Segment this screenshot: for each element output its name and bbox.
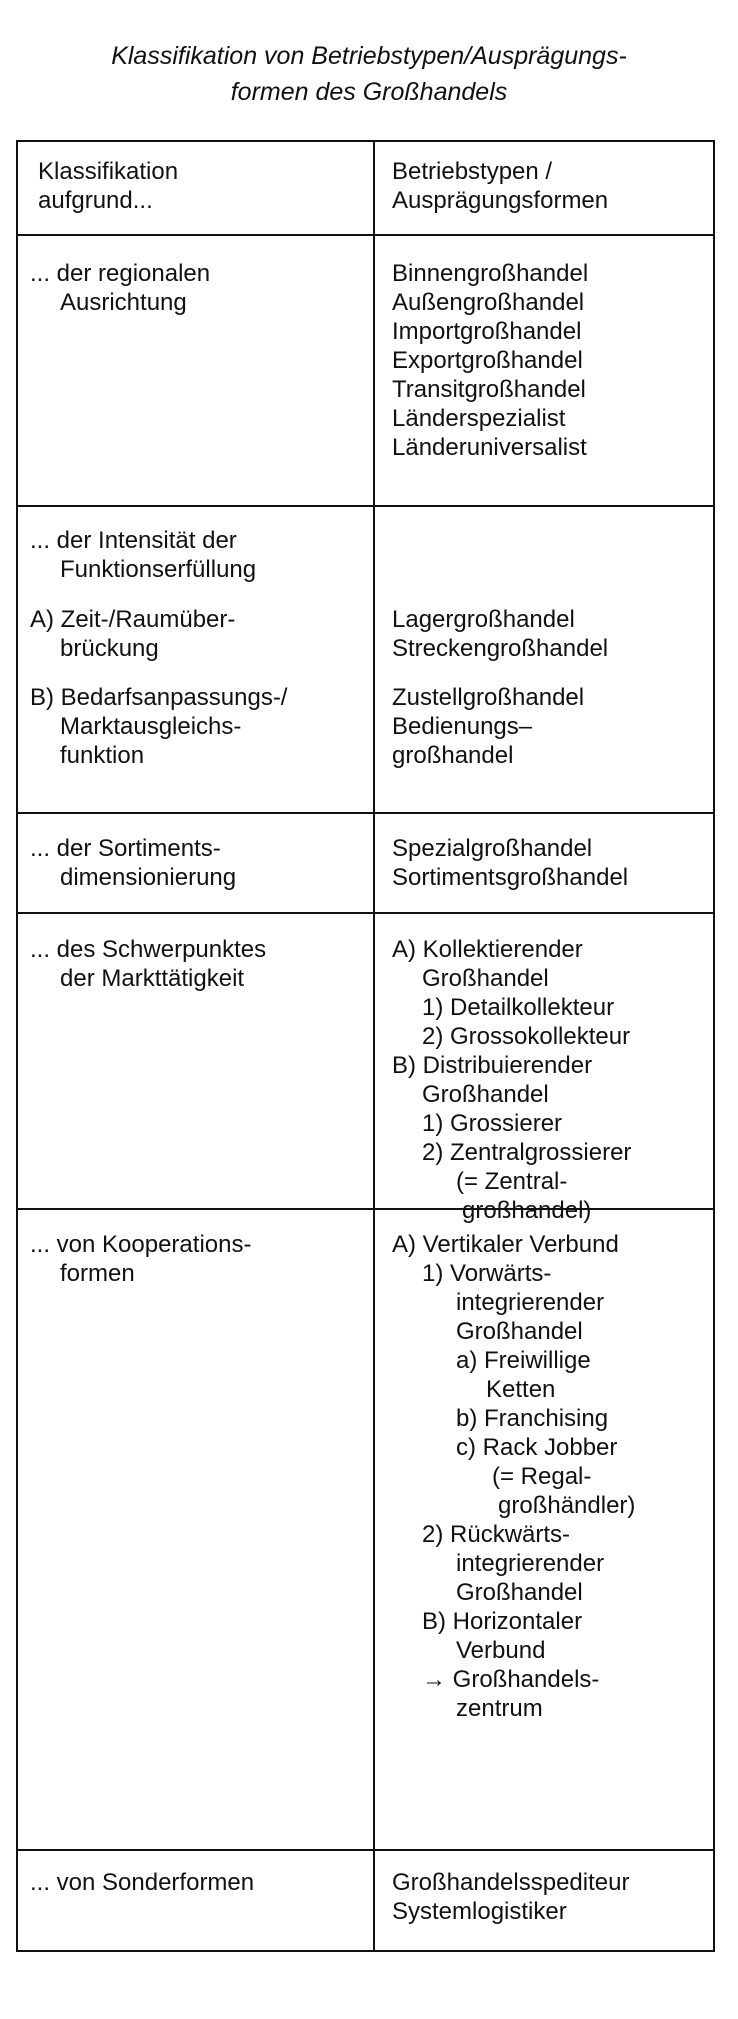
cell-line: Außengroßhandel xyxy=(392,289,585,316)
cell-line: Importgroßhandel xyxy=(392,318,582,345)
cell-line: Länderspezialist xyxy=(392,405,566,432)
row-divider xyxy=(16,1849,715,1851)
cell-line: Marktausgleichs- xyxy=(60,713,242,740)
header-right xyxy=(392,157,608,215)
cell-line: 1) Vorwärts- xyxy=(422,1260,552,1287)
cell-line: B) Distribuierender xyxy=(392,1052,593,1079)
cell-line: Verbund xyxy=(456,1637,546,1664)
cell-line: Funktionserfüllung xyxy=(60,556,257,583)
cell-line: a) Freiwillige xyxy=(456,1347,591,1374)
cell-line: Binnengroßhandel xyxy=(392,260,589,287)
cell-line: Länderuniversalist xyxy=(392,434,587,461)
cell-line: großhandel xyxy=(392,742,514,769)
cell-line: ... des Schwerpunktes xyxy=(30,936,267,963)
cell-line: ... der Intensität der xyxy=(30,527,237,554)
row-market-focus-right xyxy=(392,935,631,1225)
row-market-focus-left xyxy=(30,935,266,993)
cell-line: (= Regal- xyxy=(492,1463,592,1490)
row-intensity-sub-a-right xyxy=(392,605,608,663)
header-left-line: aufgrund... xyxy=(38,187,153,214)
cell-line: ... von Kooperations- xyxy=(30,1231,252,1258)
row-intensity-sub-b-right xyxy=(392,683,584,770)
cell-line: Bedienungs– xyxy=(392,713,533,740)
cell-line: Spezialgroßhandel xyxy=(392,835,593,862)
header-left xyxy=(38,157,178,215)
cell-line: Großhandel xyxy=(456,1318,583,1345)
cell-line: funktion xyxy=(60,742,145,769)
row-divider xyxy=(16,505,715,507)
cell-line: ... der regionalen xyxy=(30,260,211,287)
cell-line: dimensionierung xyxy=(60,864,237,891)
cell-line: großhändler) xyxy=(498,1492,636,1519)
cell-line: Streckengroßhandel xyxy=(392,635,609,662)
cell-line: → Großhandels- xyxy=(422,1666,600,1693)
header-right-line: Ausprägungsformen xyxy=(392,187,609,214)
row-regional-left xyxy=(30,259,210,317)
cell-line: Zustellgroßhandel xyxy=(392,684,585,711)
cell-line: (= Zentral- xyxy=(456,1168,568,1195)
row-special-right xyxy=(392,1868,629,1926)
cell-line: Sortimentsgroßhandel xyxy=(392,864,629,891)
row-divider xyxy=(16,912,715,914)
cell-line: Exportgroßhandel xyxy=(392,347,583,374)
cell-line: zentrum xyxy=(456,1695,543,1722)
row-assortment-right xyxy=(392,834,628,892)
row-intensity-sub-a-left xyxy=(30,605,235,663)
cell-line: B) Bedarfsanpassungs-/ xyxy=(30,684,288,711)
cell-line: Lagergroßhandel xyxy=(392,606,575,633)
header-left-line: Klassifikation xyxy=(38,158,179,185)
cell-line: 2) Grossokollekteur xyxy=(422,1023,631,1050)
cell-line: 1) Grossierer xyxy=(422,1110,563,1137)
cell-line: Ausrichtung xyxy=(60,289,187,316)
cell-line: 1) Detailkollekteur xyxy=(422,994,615,1021)
cell-line: großhandel) xyxy=(462,1197,592,1224)
cell-line: B) Horizontaler xyxy=(422,1608,583,1635)
cell-line: ... von Sonderformen xyxy=(30,1869,255,1896)
cell-line: brückung xyxy=(60,635,159,662)
cell-line: A) Zeit-/Raumüber- xyxy=(30,606,236,633)
cell-line: Großhandel xyxy=(456,1579,583,1606)
header-right-line: Betriebstypen / xyxy=(392,158,553,185)
cell-line: integrierender xyxy=(456,1550,605,1577)
row-cooperation-left xyxy=(30,1230,251,1288)
title-line-2: formen des Großhandels xyxy=(230,78,508,106)
row-regional-right xyxy=(392,259,588,462)
cell-line: ... der Sortiments- xyxy=(30,835,221,862)
row-divider xyxy=(16,234,715,236)
row-special-left xyxy=(30,1868,254,1897)
cell-line: Großhandel xyxy=(422,1081,549,1108)
cell-line: Transitgroßhandel xyxy=(392,376,586,403)
cell-line: formen xyxy=(60,1260,135,1287)
cell-line: Großhandel xyxy=(422,965,549,992)
cell-line: 2) Rückwärts- xyxy=(422,1521,571,1548)
cell-line: b) Franchising xyxy=(456,1405,609,1432)
column-divider xyxy=(373,140,375,1952)
row-assortment-left xyxy=(30,834,236,892)
cell-line: der Markttätigkeit xyxy=(60,965,245,992)
cell-line: Ketten xyxy=(486,1376,556,1403)
row-divider xyxy=(16,812,715,814)
cell-line: Großhandelsspediteur xyxy=(392,1869,630,1896)
cell-line: Systemlogistiker xyxy=(392,1898,567,1925)
cell-line: 2) Zentralgrossierer xyxy=(422,1139,632,1166)
cell-line: A) Vertikaler Verbund xyxy=(392,1231,619,1258)
cell-line: c) Rack Jobber xyxy=(456,1434,618,1461)
title-line-1: Klassifikation von Betriebstypen/Ausprägungs- xyxy=(111,42,627,70)
row-cooperation-right xyxy=(392,1230,635,1723)
document-title xyxy=(0,38,738,110)
row-intensity-left xyxy=(30,526,256,584)
cell-line: integrierender xyxy=(456,1289,605,1316)
row-intensity-sub-b-left xyxy=(30,683,287,770)
cell-line: A) Kollektierender xyxy=(392,936,583,963)
